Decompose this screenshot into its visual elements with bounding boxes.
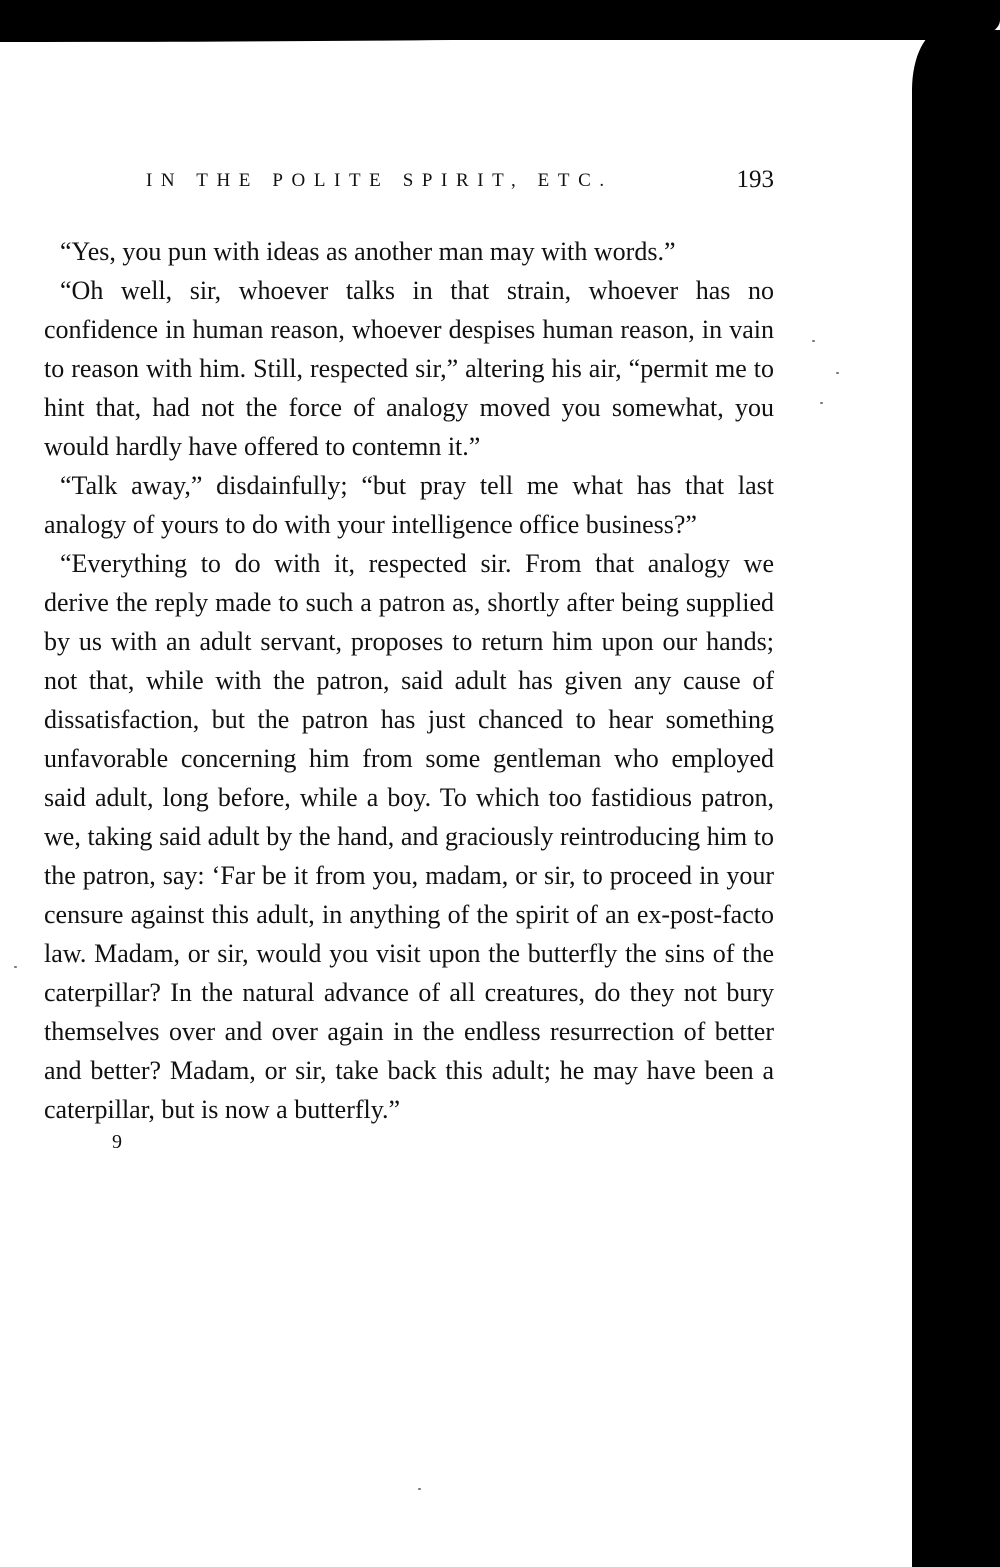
scan-speck (14, 966, 17, 968)
scan-speck (836, 372, 839, 374)
scan-border-right (912, 30, 1000, 1567)
page-number: 193 (736, 166, 774, 193)
body-text (44, 232, 774, 1129)
signature-mark: 9 (112, 1131, 122, 1153)
scan-speck (820, 402, 823, 404)
running-head-title: IN THE POLITE SPIRIT, ETC. (146, 170, 613, 191)
paragraph-4: “Everything to do with it, respected sir. From that analogy we derive the reply made to such a patron as, shortly after being supplied by us with an adult servant, proposes to return him upon our hands; not that, while with the patron, said adult has given any cause of dissatisfaction, but the patron has just chanced to hear something unfavorable concerning him from some gentleman who employed said adult, long before, while a boy. To which too fastidious patron, we, taking said adult by the hand, and graciously reintroducing him to the patron, say: ‘Far be it from you, madam, or sir, to proceed in your censure against this adult, in anything of the spirit of an ex-post-facto law. Madam, or sir, would you visit upon the butterfly the sins of the caterpillar? In the natural advance of all creatures, do they not bury themselves over and over again in the endless resurrection of better and better? Madam, or sir, take back this adult; he may have been a caterpillar, but is now a butterfly.” (44, 549, 774, 1124)
scan-speck (812, 340, 815, 342)
scan-speck (418, 1488, 421, 1490)
paragraph-3: “Talk away,” disdainfully; “but pray tell me what has that last analogy of yours to do with your intelligence office business?” (44, 471, 774, 539)
paragraph-1: “Yes, you pun with ideas as another man may with words.” (60, 237, 676, 266)
paragraph-2: “Oh well, sir, whoever talks in that strain, whoever has no confidence in human reason, whoever despises human reason, in vain to reason with him. Still, respected sir,” altering his air, “permit me to hint that, had not the force of analogy moved you somewhat, you would hardly have offered to contemn it.” (44, 276, 774, 461)
book-page (44, 166, 774, 1154)
running-head (44, 166, 774, 206)
